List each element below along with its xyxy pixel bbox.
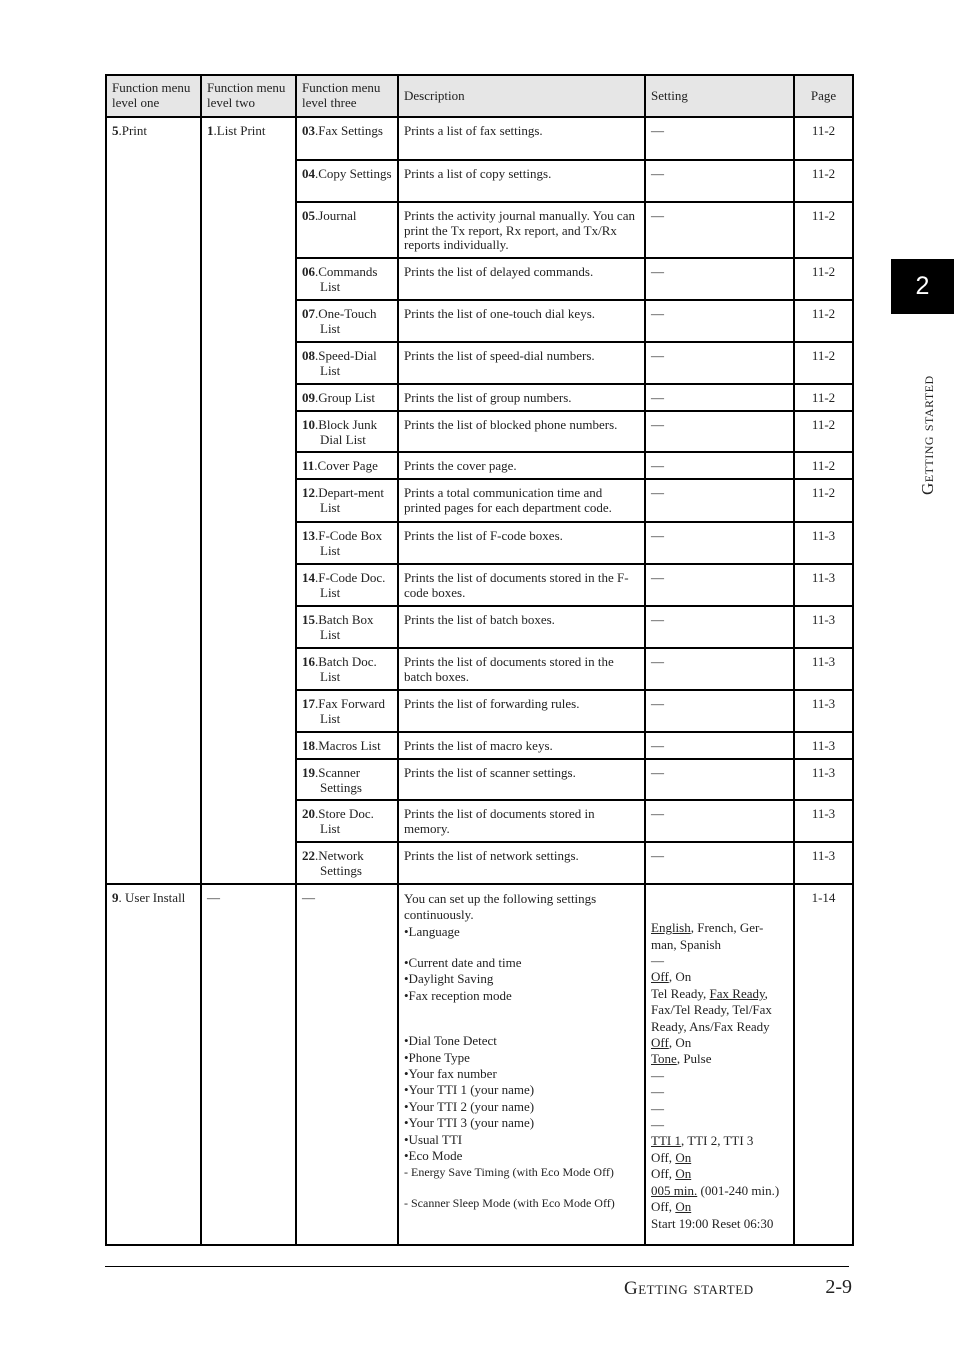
setting-line (651, 906, 788, 921)
level-three-cell (296, 606, 398, 648)
setting-line (651, 1019, 788, 1035)
table-row (106, 884, 853, 1245)
setting-cell: — (645, 342, 794, 384)
setting-cell: — (645, 648, 794, 690)
menu-code: 06 (302, 264, 315, 279)
setting-line (651, 953, 788, 969)
setting-line (651, 969, 788, 985)
level-three-cell (296, 342, 398, 384)
setting-cell: — (645, 384, 794, 411)
description-line: - Scanner Sleep Mode (with Eco Mode Off) (404, 1196, 615, 1211)
setting-value: (001-240 min.) (697, 1182, 780, 1198)
header-row (106, 75, 853, 117)
menu-label: .Scanner Settings (315, 765, 362, 795)
setting-value: Off, (651, 1166, 676, 1182)
setting-line (651, 1068, 788, 1084)
description-cell: Prints the list of documents stored in the batch boxes. (398, 648, 645, 690)
level-three-cell (296, 160, 398, 202)
level-two-cell (201, 117, 296, 884)
level-one-cell (106, 117, 201, 884)
description-cell: Prints a list of fax settings. (398, 117, 645, 160)
menu-label: .Group List (315, 390, 375, 405)
page-cell: 11-3 (794, 522, 853, 564)
description-line: •Your TTI 3 (your name) (404, 1115, 535, 1131)
description-cell: Prints the list of macro keys. (398, 732, 645, 759)
description-line (404, 1004, 639, 1019)
setting-line (651, 1002, 788, 1018)
header-level-three: Function menu level three (296, 75, 398, 117)
menu-label: .One-Touch List (315, 306, 377, 336)
level-three-cell (296, 732, 398, 759)
description-cell: Prints the list of documents stored in the F-code boxes. (398, 564, 645, 606)
description-line: •Dial Tone Detect (404, 1033, 497, 1049)
setting-cell: — (645, 842, 794, 884)
menu-code: 11 (302, 458, 315, 473)
settings-table (105, 74, 854, 1246)
table-row (106, 117, 853, 160)
level-one-cell (106, 884, 201, 1245)
description-line: •Current date and time (404, 954, 522, 970)
menu-label: . User Install (118, 890, 186, 905)
default-value: TTI 1 (651, 1133, 681, 1149)
menu-label: .List Print (213, 123, 266, 138)
setting-cell: — (645, 258, 794, 300)
page-cell: 11-2 (794, 258, 853, 300)
setting-line (651, 891, 788, 906)
description-cell: Prints the list of speed-dial numbers. (398, 342, 645, 384)
description-line: •Daylight Saving (404, 971, 494, 987)
setting-line (651, 1051, 788, 1067)
description-cell: Prints a list of copy settings. (398, 160, 645, 202)
menu-code: 12 (302, 485, 315, 500)
user-install-section (106, 884, 853, 1245)
page-cell: 11-3 (794, 606, 853, 648)
print-section (106, 117, 853, 884)
description-line: •Phone Type (404, 1049, 470, 1065)
menu-label: .Macros List (315, 738, 381, 753)
page-cell: 11-2 (794, 384, 853, 411)
menu-code: 16 (302, 654, 315, 669)
setting-value: Fax/Tel Ready, Tel/Fax (651, 1002, 772, 1018)
setting-cell (645, 884, 794, 1245)
setting-line (651, 1084, 788, 1100)
level-three-cell (296, 384, 398, 411)
setting-cell: — (645, 606, 794, 648)
setting-value: , French, Ger- (690, 920, 764, 936)
menu-label: .Batch Doc. List (315, 654, 377, 684)
level-two-cell: — (201, 884, 296, 1245)
menu-code: 9 (112, 890, 119, 905)
menu-label: .Print (118, 123, 148, 138)
menu-code: 15 (302, 612, 315, 627)
setting-cell: — (645, 564, 794, 606)
description-line: •Your TTI 2 (your name) (404, 1098, 535, 1114)
page-cell: 1-14 (794, 884, 853, 1245)
page-cell: 11-2 (794, 479, 853, 522)
default-value: On (675, 1166, 692, 1182)
menu-code: 1 (207, 123, 214, 138)
header-page: Page (794, 75, 853, 117)
setting-line (651, 920, 788, 936)
setting-value: — (651, 1067, 664, 1083)
menu-code: 13 (302, 528, 315, 543)
page-cell: 11-2 (794, 300, 853, 342)
description-cell: Prints the list of F-code boxes. (398, 522, 645, 564)
description-line: - Energy Save Timing (with Eco Mode Off) (404, 1165, 614, 1180)
level-three-cell (296, 522, 398, 564)
page-cell: 11-3 (794, 648, 853, 690)
description-cell: Prints the list of batch boxes. (398, 606, 645, 648)
menu-label: .Cover Page (314, 458, 378, 473)
description-cell: Prints the list of blocked phone numbers. (398, 411, 645, 452)
menu-code: 05 (302, 208, 315, 223)
chapter-tab: 2 (891, 259, 954, 314)
description-cell: Prints the list of one-touch dial keys. (398, 300, 645, 342)
menu-code: 22 (302, 848, 315, 863)
setting-value: Ready, Ans/Fax Ready (651, 1018, 770, 1034)
default-value: Off (651, 969, 669, 985)
description-cell: Prints the list of delayed commands. (398, 258, 645, 300)
default-value: Off (651, 1035, 669, 1051)
default-value: Tone (651, 1051, 677, 1067)
menu-label: .Speed-Dial List (315, 348, 377, 378)
setting-cell: — (645, 117, 794, 160)
page-cell: 11-3 (794, 564, 853, 606)
description-cell: Prints the list of scanner settings. (398, 759, 645, 800)
menu-code: 10 (302, 417, 315, 432)
description-cell: Prints the list of forwarding rules. (398, 690, 645, 732)
setting-cell: — (645, 202, 794, 258)
level-three-cell (296, 258, 398, 300)
setting-value: , Pulse (676, 1051, 712, 1067)
description-line: •Fax reception mode (404, 987, 512, 1003)
header-description: Description (398, 75, 645, 117)
menu-label: .Journal (315, 208, 357, 223)
description-line (404, 940, 639, 955)
setting-cell: — (645, 732, 794, 759)
header-level-two: Function menu level two (201, 75, 296, 117)
menu-label: .Commands List (315, 264, 378, 294)
side-chapter-title: Getting started (918, 375, 937, 495)
level-three-cell: — (296, 884, 398, 1245)
default-value: English (651, 920, 691, 936)
level-three-cell (296, 648, 398, 690)
description-cell: Prints the cover page. (398, 452, 645, 479)
page-cell: 11-2 (794, 160, 853, 202)
setting-line (651, 1117, 788, 1133)
default-value: On (675, 1149, 692, 1165)
setting-cell: — (645, 479, 794, 522)
level-three-cell (296, 452, 398, 479)
setting-value: — (651, 953, 664, 968)
description-line: •Usual TTI (404, 1131, 463, 1147)
page-cell: 11-2 (794, 342, 853, 384)
description-line (404, 1019, 639, 1034)
level-three-cell (296, 690, 398, 732)
setting-value: , On (668, 969, 692, 985)
setting-cell: — (645, 452, 794, 479)
setting-cell: — (645, 690, 794, 732)
description-line: You can set up the following settings (404, 891, 597, 906)
setting-value: , TTI 2, TTI 3 (680, 1133, 754, 1149)
menu-code: 14 (302, 570, 315, 585)
menu-code: 07 (302, 306, 315, 321)
setting-cell: — (645, 160, 794, 202)
page-cell: 11-2 (794, 202, 853, 258)
setting-value: Off, (651, 1199, 676, 1215)
page-cell: 11-3 (794, 690, 853, 732)
setting-value: Start 19:00 Reset 06:30 (651, 1215, 774, 1231)
default-value: On (675, 1199, 692, 1215)
menu-label: .Fax Forward List (315, 696, 386, 726)
description-cell: Prints the list of network settings. (398, 842, 645, 884)
level-three-cell (296, 800, 398, 842)
menu-label: .Depart-ment List (315, 485, 384, 515)
page-cell: 11-2 (794, 117, 853, 160)
level-three-cell (296, 202, 398, 258)
menu-code: 18 (302, 738, 315, 753)
setting-line (651, 1101, 788, 1117)
description-line: •Eco Mode (404, 1148, 463, 1164)
description-cell: Prints the list of group numbers. (398, 384, 645, 411)
page-cell: 11-2 (794, 411, 853, 452)
level-three-cell (296, 759, 398, 800)
setting-line (651, 1199, 788, 1215)
description-line: •Your TTI 1 (your name) (404, 1082, 535, 1098)
description-cell: Prints a total communication time and printed pages for each department code. (398, 479, 645, 522)
setting-value: — (651, 1084, 664, 1100)
setting-value: , (764, 985, 768, 1001)
menu-label: .Block Junk Dial List (315, 417, 378, 447)
setting-line (651, 1216, 788, 1232)
menu-code: 17 (302, 696, 315, 711)
level-three-cell (296, 842, 398, 884)
setting-cell: — (645, 522, 794, 564)
menu-label: .Store Doc. List (315, 806, 374, 836)
menu-label: .Network Settings (315, 848, 364, 878)
setting-value: , On (668, 1035, 692, 1051)
level-three-cell (296, 300, 398, 342)
setting-cell: — (645, 800, 794, 842)
menu-code: 04 (302, 166, 315, 181)
menu-label: .Copy Settings (315, 166, 392, 181)
menu-code: 20 (302, 806, 315, 821)
menu-code: 08 (302, 348, 315, 363)
setting-line (651, 1133, 788, 1149)
footer-page-number: 2-9 (825, 1276, 852, 1298)
level-three-cell (296, 479, 398, 522)
description-line: •Your fax number (404, 1066, 497, 1082)
menu-label: .Fax Settings (315, 123, 383, 138)
setting-line (651, 986, 788, 1002)
header-level-one: Function menu level one (106, 75, 201, 117)
description-cell: Prints the list of documents stored in memory. (398, 800, 645, 842)
description-line (404, 1181, 639, 1196)
description-line: continuously. (404, 907, 474, 923)
setting-line (651, 937, 788, 953)
setting-value: man, Spanish (651, 936, 722, 952)
setting-line (651, 1150, 788, 1166)
setting-line (651, 1183, 788, 1199)
page-cell: 11-3 (794, 800, 853, 842)
setting-line (651, 1166, 788, 1182)
level-three-cell (296, 117, 398, 160)
default-value: Fax Ready (709, 985, 765, 1001)
level-three-cell (296, 411, 398, 452)
description-cell: Prints the activity journal manually. You can print the Tx report, Rx report, and Tx/Rx reports individually. (398, 202, 645, 258)
setting-value: Off, (651, 1149, 676, 1165)
menu-label: .F-Code Doc. List (315, 570, 386, 600)
menu-code: 19 (302, 765, 315, 780)
footer-title: Getting started (624, 1278, 754, 1299)
description-cell (398, 884, 645, 1245)
menu-label: .F-Code Box List (315, 528, 383, 558)
menu-code: 09 (302, 390, 315, 405)
setting-value: Tel Ready, (651, 985, 710, 1001)
setting-cell: — (645, 411, 794, 452)
page-cell: 11-3 (794, 759, 853, 800)
menu-code: 5 (112, 123, 119, 138)
setting-cell: — (645, 759, 794, 800)
description-line: •Language (404, 923, 460, 939)
setting-value: — (651, 1100, 664, 1116)
page-cell: 11-3 (794, 732, 853, 759)
setting-cell: — (645, 300, 794, 342)
page-cell: 11-2 (794, 452, 853, 479)
header-setting: Setting (645, 75, 794, 117)
default-value: 005 min. (651, 1182, 698, 1198)
setting-line (651, 1035, 788, 1051)
menu-label: .Batch Box List (315, 612, 374, 642)
level-three-cell (296, 564, 398, 606)
page-cell: 11-3 (794, 842, 853, 884)
menu-code: 03 (302, 123, 315, 138)
footer-divider (105, 1266, 849, 1267)
setting-value: — (651, 1117, 664, 1133)
